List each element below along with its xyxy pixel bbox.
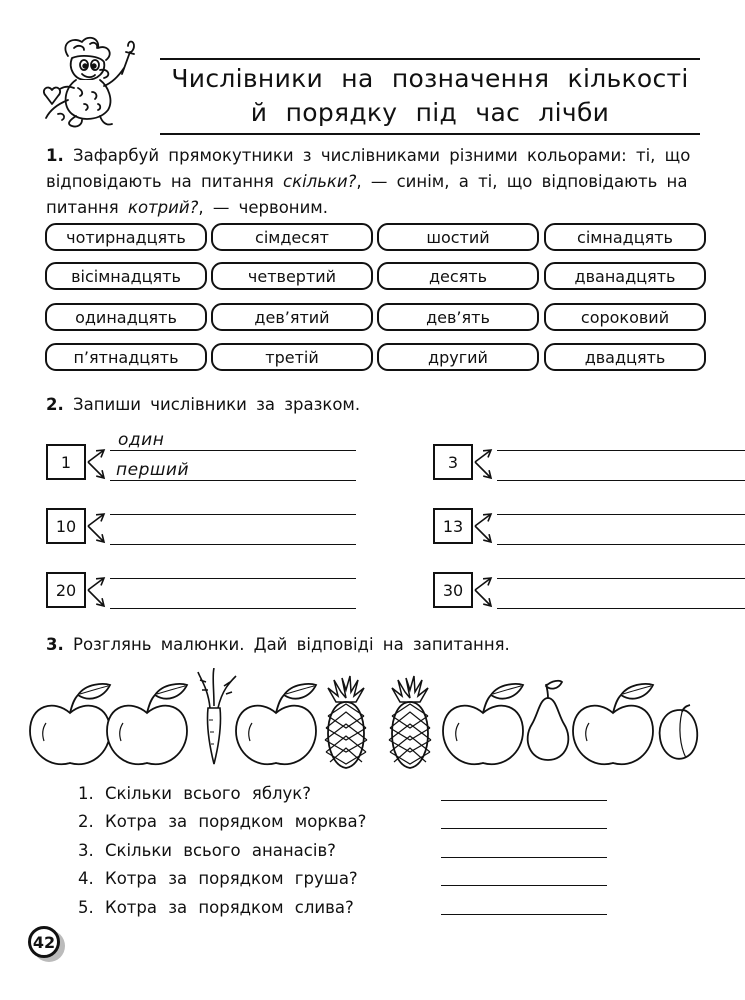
arrow-head xyxy=(483,578,491,585)
numeral-word-box[interactable]: двадцять xyxy=(544,343,706,371)
arrow-line xyxy=(475,462,491,478)
ordinal-write-line[interactable] xyxy=(497,608,745,609)
arrow-line xyxy=(88,462,104,478)
arrow-line xyxy=(88,526,104,542)
number-box: 20 xyxy=(46,572,86,608)
question-item: 2. Котра за порядком морква? xyxy=(78,812,367,831)
task-1-instructions: 1. Зафарбуй прямокутники з числівниками різними кольорами: ті, що відповідають на питання скільки?, — синім, а ті, що відповідають на питання котрий?, — червоним. xyxy=(46,146,691,217)
ordinal-write-line[interactable] xyxy=(110,480,356,481)
mascot-illustration xyxy=(38,34,156,130)
arrow-line xyxy=(88,590,104,606)
task-1-number: 1. xyxy=(46,146,64,165)
arrow-head xyxy=(483,514,491,521)
task-3-instructions: 3. Розглянь малюнки. Дай відповіді на запитання. xyxy=(46,635,510,654)
arrow-line xyxy=(88,450,104,462)
question-item: 1. Скільки всього яблук? xyxy=(78,784,312,803)
numeral-word-box[interactable]: чотирнадцять xyxy=(45,223,207,251)
arrow-line xyxy=(475,514,491,526)
numeral-word-box[interactable]: третій xyxy=(211,343,373,371)
question-item: 3. Скільки всього ананасів? xyxy=(78,841,336,860)
page-title-line-2: й порядку під час лічби xyxy=(250,98,610,127)
arrow-line xyxy=(475,450,491,462)
number-box: 30 xyxy=(433,572,473,608)
ordinal-write-line[interactable] xyxy=(110,608,356,609)
arrow-head xyxy=(483,470,491,478)
arrow-head xyxy=(96,450,104,457)
question-item: 5. Котра за порядком слива? xyxy=(78,898,354,917)
arrow-head xyxy=(96,514,104,521)
arrow-head xyxy=(96,470,104,478)
cardinal-write-line[interactable] xyxy=(497,450,745,451)
ordinal-write-line[interactable] xyxy=(497,544,745,545)
numeral-word-box[interactable]: сімнадцять xyxy=(544,223,706,251)
page-number: 42 xyxy=(28,926,60,958)
task-3-number: 3. xyxy=(46,635,64,654)
cardinal-write-line[interactable] xyxy=(110,578,356,579)
number-box: 13 xyxy=(433,508,473,544)
numeral-word-box[interactable]: четвертий xyxy=(211,262,373,290)
numeral-word-box[interactable]: сороковий xyxy=(544,303,706,331)
answer-line[interactable] xyxy=(441,885,607,886)
numeral-word-box[interactable]: шостий xyxy=(377,223,539,251)
numeral-word-box[interactable]: сімдесят xyxy=(211,223,373,251)
arrow-line xyxy=(475,578,491,590)
answer-line[interactable] xyxy=(441,914,607,915)
numeral-word-box[interactable]: другий xyxy=(377,343,539,371)
answer-line[interactable] xyxy=(441,857,607,858)
arrow-head xyxy=(483,450,491,457)
arrow-line xyxy=(475,590,491,606)
arrow-head xyxy=(96,598,104,606)
arrow-head xyxy=(483,534,491,542)
numeral-word-box[interactable]: вісімнадцять xyxy=(45,262,207,290)
numeral-word-box[interactable]: десять xyxy=(377,262,539,290)
numeral-word-box[interactable]: дев’ятий xyxy=(211,303,373,331)
arrow-head xyxy=(96,534,104,542)
cardinal-write-line[interactable] xyxy=(110,514,356,515)
answer-line[interactable] xyxy=(441,828,607,829)
answer-line[interactable] xyxy=(441,800,607,801)
arrow-line xyxy=(88,514,104,526)
cardinal-write-line[interactable] xyxy=(497,578,745,579)
question-item: 4. Котра за порядком груша? xyxy=(78,869,358,888)
numeral-word-box[interactable]: п’ятнадцять xyxy=(45,343,207,371)
arrow-head xyxy=(96,578,104,585)
ordinal-write-line[interactable] xyxy=(110,544,356,545)
example-cardinal-answer: один xyxy=(118,430,165,450)
numeral-word-box[interactable]: дев’ять xyxy=(377,303,539,331)
fruit-vegetable-row xyxy=(0,668,745,773)
cardinal-write-line[interactable] xyxy=(110,450,356,451)
task-2-number: 2. xyxy=(46,395,64,414)
arrow-line xyxy=(475,526,491,542)
numeral-word-box[interactable]: дванадцять xyxy=(544,262,706,290)
arrow-head xyxy=(483,598,491,606)
number-box: 1 xyxy=(46,444,86,480)
numeral-word-box[interactable]: одинадцять xyxy=(45,303,207,331)
page-title-line-1: Числівники на позначення кількості xyxy=(171,64,689,93)
arrow-line xyxy=(88,578,104,590)
example-ordinal-answer: перший xyxy=(116,460,190,480)
number-box: 10 xyxy=(46,508,86,544)
ordinal-write-line[interactable] xyxy=(497,480,745,481)
task-2-instructions: 2. Запиши числівники за зразком. xyxy=(46,395,361,414)
cardinal-write-line[interactable] xyxy=(497,514,745,515)
number-box: 3 xyxy=(433,444,473,480)
